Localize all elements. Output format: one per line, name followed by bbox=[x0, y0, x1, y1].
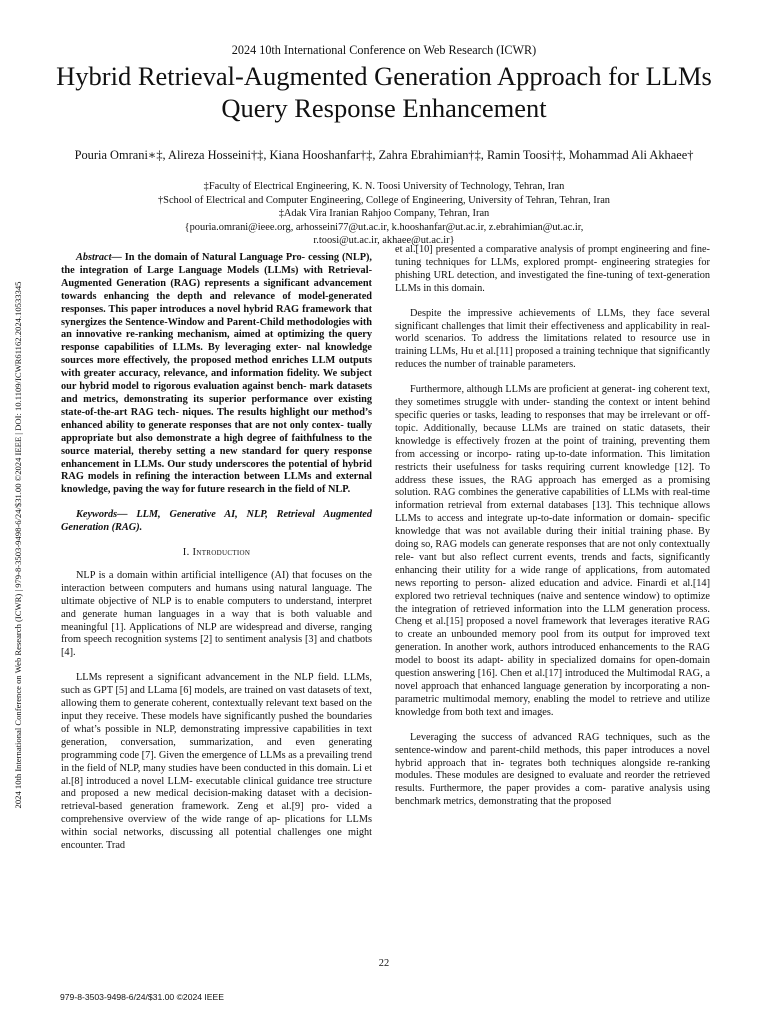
paragraph: Despite the impressive achievements of LLMs, they face several significant challenges that limit their effectiveness and applicability in real-world scenarios. To address the limitations related to resource use in training LLMs, Hu et al.[11] proposed a training technique that significantly reduces the number of trainable parameters. bbox=[395, 307, 710, 371]
left-column bbox=[61, 252, 372, 865]
paper-title: Hybrid Retrieval-Augmented Generation Approach for LLMs Query Response Enhancement bbox=[56, 61, 712, 123]
email-line: {pouria.omrani@ieee.org, arhosseini77@ut.ac.ir, k.hooshanfar@ut.ac.ir, z.ebrahimian@ut.ac.ir, bbox=[184, 221, 584, 233]
conference-header: 2024 10th International Conference on Web Research (ICWR) bbox=[231, 43, 537, 57]
affiliations bbox=[40, 180, 728, 248]
keywords: Keywords— LLM, Generative AI, NLP, Retrieval Augmented Generation (RAG). bbox=[61, 509, 372, 534]
paragraph: Furthermore, although LLMs are proficient at generat- ing coherent text, they sometimes struggle with under- standing the context or intent behind specific queries or tasks, leading to responses that may be irrelevant or off- topic. Additionally, because LLMs are trained on static datasets, their knowledge is effectively frozen at the point of training, preventing them from accessing or incorpo- rating up-to-date information. This limitation restricts their usefulness for tasks requiring current knowledge [12]. To address these issues, the RAG approach has emerged as a promising solution. RAG combines the generative capabilities of LLMs with real-time information retrieval from external databases [13]. This technique allows LLMs to access and integrate up-to-date information or domain- specific knowledge that was not available during their initial training phase. By doing so, RAG models can generate responses that are not only contextually rele- vant but also reflect current events, trends and facts, significantly enhancing their utility for a wide range of applications, from automated news reporting to person- alized education and advice. Finardi et al.[14] explored two retrieval techniques (naive and sentence window) to optimize the integration of retrieved information into the LLM generation process. Cheng et al.[15] proposed a novel framework that leverages iterative RAG to create an unbounded memory pool from its output for improved text generation. In another work, authors introduced enhancements to the RAG model to boost its adapt- ability in specialized domains for open-domain question answering [16]. Chen et al.[17] introduced the Multimodal RAG, a novel approach that enhanced language generation by incorporating a non-parametric multimodal memory, enabling the model to retrieve and utilize knowledge from both text and images. bbox=[395, 384, 710, 718]
page-number: 22 bbox=[378, 958, 390, 969]
affiliation-line: ‡Faculty of Electrical Engineering, K. N. Toosi University of Technology, Tehran, Iran bbox=[203, 181, 565, 192]
author-list: Pouria Omrani∗‡, Alireza Hosseini†‡, Kiana Hooshanfar†‡, Zahra Ebrahimian†‡, Ramin Toosi†‡, Mohammad Ali Akhaee† bbox=[74, 148, 694, 162]
paragraph: NLP is a domain within artificial intelligence (AI) that focuses on the interaction between computers and humans using natural language. The ultimate objective of NLP is to enable computers to understand, interpret and generate human languages in a way that is both valuable and meaningful [1]. Applications of NLP are widespread and diverse, ranging from speech recognition systems [2] to sentiment analysis [3] and chatbots [4]. bbox=[61, 569, 372, 659]
email-line: r.toosi@ut.ac.ir, akhaee@ut.ac.ir} bbox=[313, 235, 455, 247]
right-column bbox=[395, 244, 710, 821]
section-heading: I. Introduction bbox=[182, 547, 251, 559]
copyright-footer: 979-8-3503-9498-6/24/$31.00 ©2024 IEEE bbox=[60, 992, 225, 1002]
doi-sidebar: 2024 10th International Conference on Web Research (ICWR) | 979-8-3503-9498-6/24/$31.00 ©2024 IEEE | DOI: 10.1109/ICWR61162.2024.10533345 bbox=[13, 281, 23, 809]
abstract-label: Abstract— bbox=[76, 252, 122, 263]
affiliation-line: †School of Electrical and Computer Engineering, College of Engineering, University of Tehran, Tehran, Iran bbox=[157, 194, 611, 206]
paragraph: LLMs represent a significant advancement in the NLP field. LLMs, such as GPT [5] and LLama [6] models, are trained on vast datasets of text, allowing them to generate coherent, contextually relevant text based on the input they receive. These models have significantly pushed the boundaries of what’s possible in NLP, demonstrating impressive capabilities in text generation, conversation, summarization, and even generating programming code [7]. Given the emergence of LLMs as a prevailing trend in the field of NLP, many studies have been conducted in this domain. Li et al.[8] introduced a novel LLM- executable clinical guidance tree structure and proposed a new medical decision-making dataset with a decision- retrieval-based generation framework. Zeng et al.[9] pro- vided a comprehensive overview of the wide range of ap- plications for LLMs within social networks, discussing all potential challenges one might encounter. Trad bbox=[61, 672, 372, 852]
abstract-text: In the domain of Natural Language Pro- cessing (NLP), the integration of Large Language Models (LLMs) with Retrieval-Augmented Generation (RAG) represents a significant advancement towards enhancing the depth and relevance of model-generated responses. This paper introduces a novel hybrid RAG framework that synergizes the Sentence-Window and Parent-Child methodologies with an innovative re-ranking mechanism, aimed at optimizing the query response capabilities of LLMs. By leveraging exter- nal knowledge sources more effectively, the proposed method enriches LLM outputs with greater accuracy, relevance, and information fidelity. We subject our hybrid model to rigorous evaluation against bench- mark datasets and metrics, demonstrating its superior performance over existing state-of-the-art RAG tech- niques. The results highlight our method’s enhanced ability to generate responses that are not only contex- tually appropriate but also demonstrate a high degree of faithfulness to the source material, thereby setting a new standard for query response enhancement in LLMs. Our study underscores the potential of hybrid RAG models in refining the interaction between LLMs and external knowledge, paving the way for future research in the field of NLP. bbox=[61, 252, 372, 496]
paragraph: et al.[10] presented a comparative analysis of prompt engineering and fine-tuning techniques for LLMs, explored prompt- engineering strategies for phishing URL detection, and investigated the fine-tuning of text-generation LLMs in this domain. bbox=[395, 244, 710, 294]
paragraph: Leveraging the success of advanced RAG techniques, such as the sentence-window and parent-child methods, this paper introduces a novel hybrid approach that in- tegrates both techniques alongside re-ranking modules. These modules are designed to evaluate and reorder the retrieved results. Furthermore, the paper provides a com- parative analysis using benchmark metrics, demonstrating that the proposed bbox=[395, 731, 710, 808]
affiliation-line: ‡Adak Vira Iranian Rahjoo Company, Tehran, Iran bbox=[278, 208, 490, 220]
abstract bbox=[61, 252, 372, 497]
